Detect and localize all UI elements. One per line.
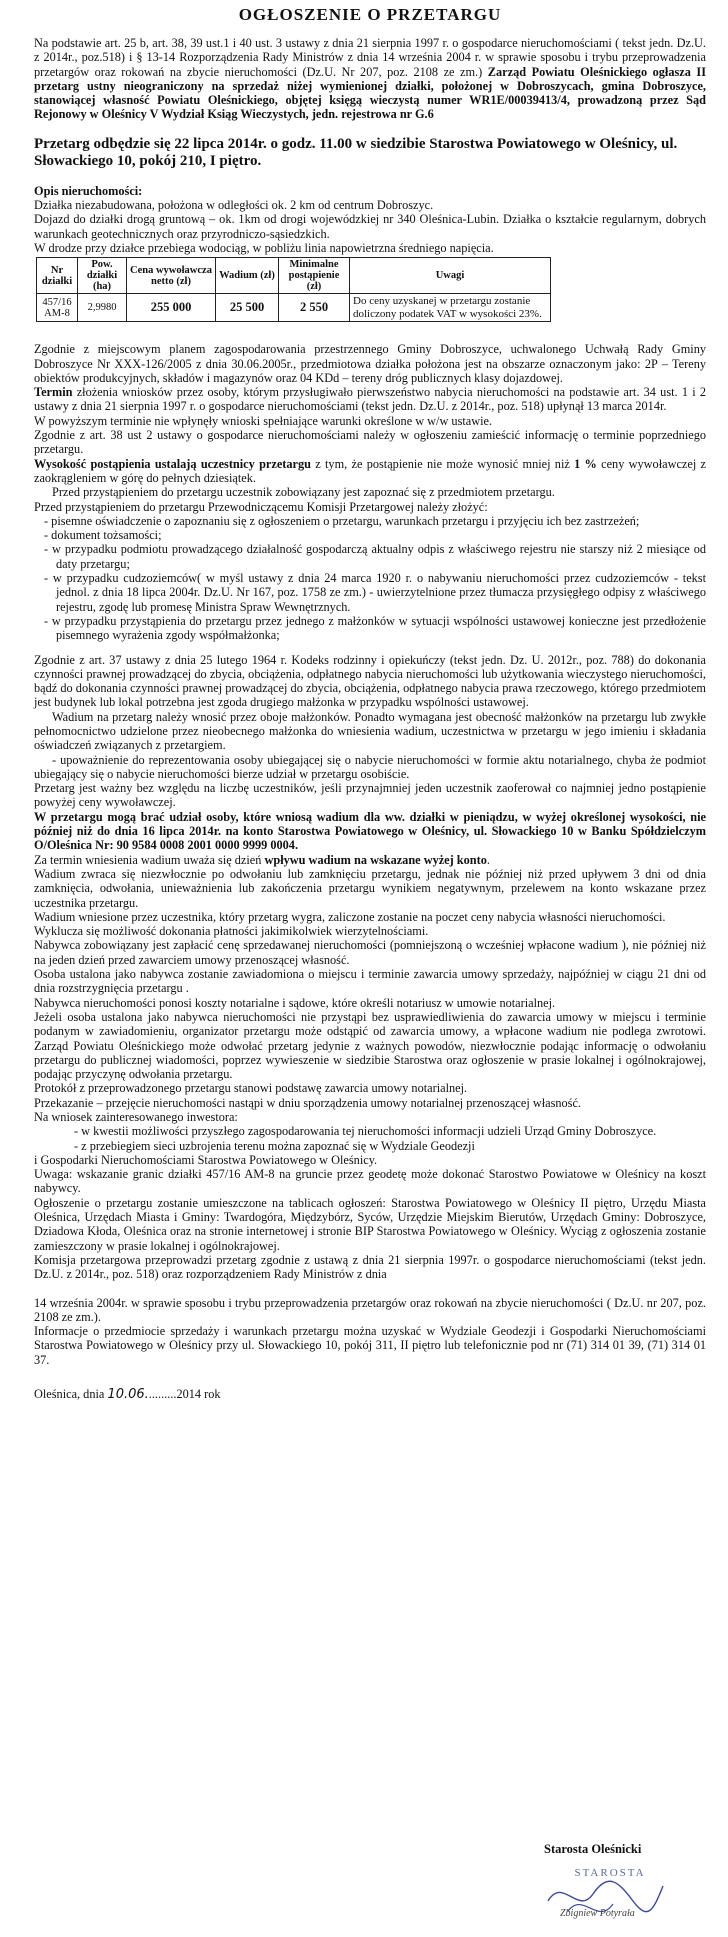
table-cell-increment: 2 550 [279, 294, 350, 322]
notification-paragraph: Osoba ustalona jako nabywca zostanie zawiadomiona o miejscu i terminie zawarcia umowy sprzedaży, najpóźniej w ciągu 21 dni od dnia rozstrzygnięcia przetargu . [34, 967, 706, 996]
description-line-3: W drodze przy działce przebiega wodociąg, w pobliżu linia napowietrzna średniego napięcia. [34, 240, 494, 255]
refund-paragraph: Wadium zwraca się niezwłocznie po odwołaniu lub zamknięciu przetargu, jednak nie później niż przed upływem 3 dni od dnia zamknięcia, odwołania, unieważnienia lub zakończenia przetargu wynikiem negatywnym, przelewem na konto wskazane przez uczestnika przetargu. [34, 866, 706, 910]
no-requests-paragraph: W powyższym terminie nie wpłynęły wnioski spełniające warunki określone w w/w ustawie. [34, 413, 493, 428]
information-paragraph: Informacje o przedmiocie sprzedaży i warunkach przetargu można uzyskać w Wydziale Geodezji i Gospodarki Nieruchomościami Starostwa Powiatowego w Oleśnicy przy ul. Słowackiego 10, pokój 311, II piętro lub telefonicznie pod nr (71) 314 01 39, (71) 314 01 37. [34, 1324, 706, 1367]
art38-paragraph: Zgodnie z art. 38 ust 2 ustawy o gospodarce nieruchomościami należy w ogłoszeniu zamieścić informację o terminie poprzedniego przetargu. [34, 428, 706, 457]
auction-date-line: Przetarg odbędzie się 22 lipca 2014r. o godz. 11.00 w siedzibie Starostwa Powiatowego w Oleśnicy, ul. Słowackiego 10, pokój 210, I piętro. [34, 135, 678, 169]
table-header-row [37, 258, 551, 294]
table-cell-parcel: 457/16 AM-8 [37, 294, 78, 322]
table-header: Nr działki [37, 258, 78, 294]
table-header: Minimalne postąpienie (zł) [279, 258, 350, 294]
list-item: - w przypadku podmiotu prowadzącego działalność gospodarczą aktualny odpis z właściwego rejestru nie starszy niż 2 miesiące od daty przetargu; [44, 542, 706, 571]
credit-paragraph: Wadium wniesione przez uczestnika, który przetarg wygra, zaliczone zostanie na poczet ceny nabycia własności nieruchomości. [34, 909, 666, 924]
exclusion-paragraph: Wyklucza się możliwość dokonania płatności jakimikolwiek wierzytelnościami. [34, 924, 429, 939]
list-item: - w przypadku cudzoziemców( w myśl ustawy z dnia 24 marca 1920 r. o nabywaniu nieruchomości przez cudzoziemców - tekst jednol. z dnia 18 lipca 2004r. Dz.U. Nr 167, poz. 1758 ze zm.) - uwierzytelnione przez tłumacza przysięgłego odpisy z właściwego rejestru, zgodę lub promesę Ministra Spraw Wewnętrznych. [44, 571, 706, 614]
deposit-paragraph: W przetargu mogą brać udział osoby, które wniosą wadium dla ww. działki w pieniądzu, w wyżej określonej wysokości, nie później niż do dnia 16 lipca 2014r. na konto Starostwa Powiatowego w Oleśnicy, ul. Słowackiego 10 w Banku Spółdzielczym O/Oleśnica Nr: 90 9584 0008 2001 0000 9999 0004. [34, 809, 706, 853]
intro-legal-basis: Na podstawie art. 25 b, art. 38, 39 ust.1 i 40 ust. 3 ustawy z dnia 21 sierpnia 1997 r. o gospodarce nieruchomościami ( tekst jedn. Dz.U. z 2014r., poz.518) i § 13-14 Rozporządzenia Rady Ministrów z dnia 14 września 2004 r. w sprawie sposobu i trybu przeprowadzenia przetargów oraz rokowań na zbycie nieruchomości (Dz.U. Nr 207, poz. 2108 ze zm.) [34, 36, 706, 79]
handwritten-date: 10.06. [107, 1387, 149, 1403]
commission-paragraph-2: 14 września 2004r. w sprawie sposobu i trybu przeprowadzenia przetargów oraz rokowań na zbycie nieruchomości ( Dz.U. nr 207, poz. 2108 ze zm.). [34, 1295, 706, 1324]
deposit-date-paragraph [34, 853, 706, 867]
payment-paragraph: Nabywca zobowiązany jest zapłacić cenę sprzedawanej nieruchomości (pomniejszoną o wcześniej wpłacone wadium ), nie później niż na jeden dzień przed zawarciem umowy przenoszącej własność. [34, 938, 706, 967]
signatory-name: Zbigniew Potyrała [560, 1908, 635, 1919]
table-header: Uwagi [350, 258, 551, 294]
family-code-paragraph: Zgodnie z art. 37 ustawy z dnia 25 lutego 1964 r. Kodeks rodzinny i opiekuńczy (tekst jedn. Dz. U. 2012r., poz. 788) do dokonania czynności prawnej prowadzącej do zbycia, obciążenia, odpłatnego nabycia nieruchomości lub użytkowania wieczystego nieruchomości, bądź do dokonania czynności prawnej prowadzącej do zbycia, obciążenia, odpłatnego nabycia prawa rzeczowego, którego przedmiotem jest budynek lub lokal potrzebna jest zgoda drugiego małżonka w przypadku wspólności ustawowej. [34, 652, 706, 710]
publication-paragraph: Ogłoszenie o przetargu zostanie umieszczone na tablicach ogłoszeń: Starostwa Powiatowego w Oleśnicy II piętro, Urzędu Miasta Oleśnica, Urzędach Miasta i Gminy: Twardogóra, Międzybórz, Syców, Urzędzie Miejskim Bierutów, Urzędach Gminy: Dobroszyce, Dziadowa Kłoda, Oleśnica oraz na stronie internetowej i stronie BIP Starostwa Powiatowego w Oleśnicy. Wyciąg z ogłoszenia zostanie zamieszczony w prasie lokalnej i ogólnokrajowej. [34, 1195, 706, 1253]
protocol-paragraph: Protokół z przeprowadzonego przetargu stanowi podstawę zawarcia umowy notarialnej. [34, 1081, 468, 1096]
list-item-continuation: i Gospodarki Nieruchomościami Starostwa Powiatowego w Oleśnicy. [34, 1152, 378, 1167]
increment-text-2: ceny wywoławczej z zaokrągleniem w górę do pełnych dziesiątek. [34, 456, 706, 485]
commission-paragraph: Komisja przetargowa przeprowadzi przetarg zgodnie z ustawą z dnia 21 sierpnia 1997r. o gospodarce nieruchomościami (tekst jedn. Dz.U. z 2014r., poz. 518) oraz rozporządzeniem Rady Ministrów z dnia [34, 1252, 706, 1282]
date-year: 2014 rok [176, 1387, 221, 1402]
place-date-line: Oleśnica, dnia 10.06..........2014 rok [34, 1387, 221, 1403]
description-heading: Opis nieruchomości: [34, 183, 143, 198]
table-header: Cena wywoławcza netto (zł) [127, 258, 216, 294]
description-line-2: Dojazd do działki drogą gruntową – ok. 1km od drogi wojewódzkiej nr 340 Oleśnica-Lubin. Działka o kształcie regularnym, dobrych warunkach geotechnicznych oraz przyrodniczo-sąsiedzkich. [34, 212, 706, 241]
deadline-label: Termin [34, 385, 73, 400]
list-item: - w kwestii możliwości przyszłego zagospodarowania tej nieruchomości informacji udzieli Urząd Gminy Dobroszyce. [74, 1124, 657, 1139]
handover-paragraph: Przekazanie – przejęcie nieruchomości nastąpi w dniu sporządzenia umowy notarialnej przenoszącej własność. [34, 1095, 581, 1110]
table-cell-price: 255 000 [127, 294, 216, 322]
increment-label: Wysokość postąpienia ustalają uczestnicy przetargu [34, 456, 311, 471]
increment-percent: 1 % [574, 456, 597, 471]
increment-paragraph [34, 457, 706, 486]
authorization-paragraph: - upoważnienie do reprezentowania osoby ubiegającej się o nabycie nieruchomości w formie aktu notarialnego, chyba że podmiot ubiegający się o nabycie nieruchomości bierze udział w przetargu osobiście. [34, 752, 706, 781]
list-item: - dokument tożsamości; [44, 528, 162, 543]
table-header: Wadium (zł) [216, 258, 279, 294]
table-cell-notes: Do ceny uzyskanej w przetargu zostanie doliczony podatek VAT w wysokości 23%. [350, 294, 551, 322]
place-label: Oleśnica, dnia [34, 1387, 105, 1402]
deposit-date-bold: wpływu wadium na wskazane wyżej konto [264, 852, 487, 867]
table-cell-area: 2,9980 [78, 294, 127, 322]
notice-paragraph: Uwaga: wskazanie granic działki 457/16 AM-8 na gruncie przez geodetę może dokonać Starostwo Powiatowe w Oleśnicy na koszt nabywcy. [34, 1167, 706, 1196]
zoning-paragraph: Zgodnie z miejscowym planem zagospodarowania przestrzennego Gminy Dobroszyce, uchwalonego Uchwałą Rady Gminy Dobroszyce Nr XXX-126/2005 z dnia 30.06.2005r., przedmiotowa działka położona jest na obszarze oznaczonym jako: 2P – Tereny obiektów produkcyjnych, składów i magazynów oraz 04 KDd – tereny dróg publicznych klasy dojazdowej. [34, 342, 706, 385]
list-item: - pisemne oświadczenie o zapoznaniu się z ogłoszeniem o przetargu, warunkach przetargu i przyjęciu ich bez zastrzeżeń; [44, 513, 640, 528]
table-cell-deposit: 25 500 [216, 294, 279, 322]
table-row [37, 294, 551, 322]
increment-text-1: z tym, że postąpienie nie może wynosić mniej niż [310, 456, 575, 471]
withdrawal-paragraph: Jeżeli osoba ustalona jako nabywca nieruchomości nie przystąpi bez usprawiedliwienia do zawarcia umowy w miejscu i terminie podanym w zawiadomieniu, organizator przetargu może odstąpić od zawarcia umowy, a wpłacone wadium nie podlega zwrotowi. Zarząd Powiatu Oleśnickiego może odwołać przetarg jedynie z ważnych powodów, niezwłocznie podając informację o odwołaniu przetargu do publicznej wiadomości, poprzez wywieszenie w siedzibie Starostwa oraz ogłoszenie w prasie lokalnej i ogólnokrajowej, podając przyczynę odwołania przetargu. [34, 1009, 706, 1082]
table-header: Pow. działki (ha) [78, 258, 127, 294]
deadline-paragraph [34, 385, 706, 414]
stamp-text: STAROSTA [574, 1867, 646, 1879]
deposit-date-text: Za termin wniesienia wadium uważa się dzień [34, 852, 265, 867]
description-line-1: Działka niezabudowana, położona w odległości ok. 2 km od centrum Dobroszyc. [34, 198, 434, 213]
investor-paragraph: Na wniosek zainteresowanego inwestora: [34, 1110, 238, 1124]
signature-title: Starosta Oleśnicki [544, 1842, 642, 1856]
deadline-text: złożenia wniosków przez osoby, którym przysługiwało pierwszeństwo nabycia nieruchomości na podstawie art. 34 ust. 1 i 2 ustawy z dnia 21 sierpnia 1997 r. o gospodarce nieruchomościami (tekst jedn. Dz.U. z 2014r., poz. 518) upłynął 13 marca 2014r. [34, 385, 706, 414]
list-item: - z przebiegiem sieci uzbrojenia terenu można zapoznać się w Wydziale Geodezji [74, 1138, 475, 1153]
submit-paragraph: Przed przystąpieniem do przetargu Przewodniczącemu Komisji Przetargowej należy złożyć: [34, 499, 488, 514]
document-title: OGŁOSZENIE O PRZETARGU [238, 5, 502, 24]
list-item: - w przypadku przystąpienia do przetargu przez jednego z małżonków w sytuacji wspólności ustawowej konieczne jest przedłożenie pisemnego wyrażenia zgody współmałżonka; [44, 613, 706, 643]
intro-announcement: Zarząd Powiatu Oleśnickiego ogłasza II przetarg ustny nieograniczony na sprzedaż niżej wymienionej działki, położonej w Dobroszycach, gmina Dobroszyce, stanowiącej własność Powiatu Oleśnickiego, objętej księgą wieczystą numer WR1E/00039413/4, prowadzoną przez Sąd Rejonowy w Oleśnicy V Wydział Ksiąg Wieczystych, jedn. rejestrowa nr G.6 [34, 64, 706, 122]
validity-paragraph: Przetarg jest ważny bez względu na liczbę uczestników, jeśli przynajmniej jeden uczestnik zaoferował co najmniej jedno postąpienie powyżej ceny wywoławczej. [34, 781, 706, 810]
deposit-date-end: . [486, 852, 490, 867]
property-table [36, 257, 551, 322]
costs-paragraph: Nabywca nieruchomości ponosi koszty notarialne i sądowe, które określi notariusz w umowie notarialnej. [34, 995, 556, 1010]
spouses-deposit-paragraph: Wadium na przetarg należy wnosić przez oboje małżonków. Ponadto wymagana jest obecność małżonków na przetargu lub zwykłe pełnomocnictwo udzielone przez nieobecnego małżonka do wniesienia wadium, uczestnictwa w przetargu w jego imieniu i składania oświadczeń związanych z przetargiem. [34, 709, 706, 753]
intro-paragraph [34, 36, 706, 122]
signature-block [480, 1842, 700, 1932]
familiarize-paragraph: Przed przystąpieniem do przetargu uczestnik zobowiązany jest zapoznać się z przedmiotem przetargu. [52, 485, 555, 500]
